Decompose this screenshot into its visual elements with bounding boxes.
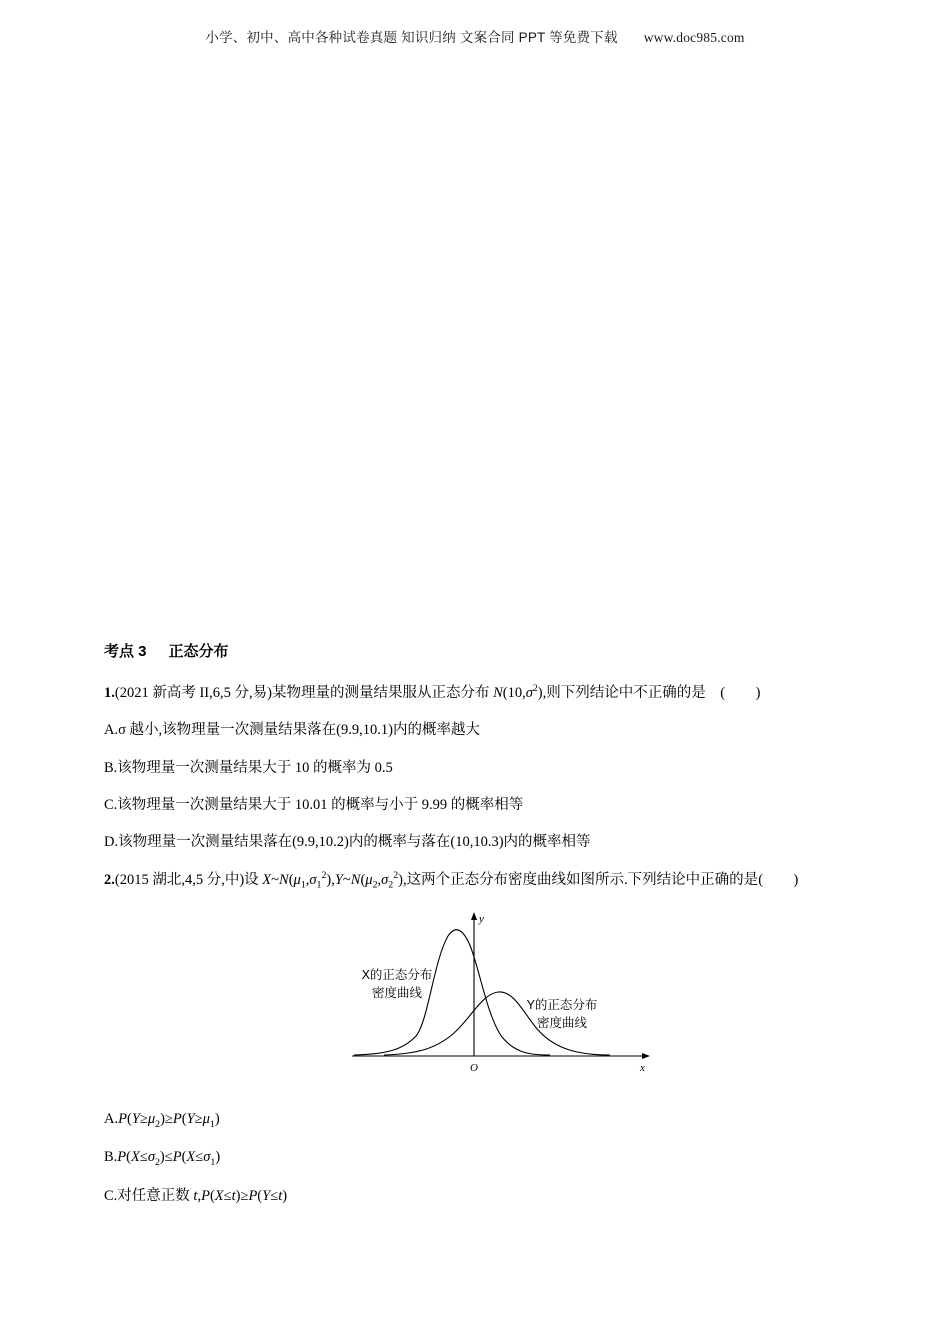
x-axis-arrow xyxy=(642,1053,650,1059)
y-axis-label: y xyxy=(479,912,484,925)
figure-svg xyxy=(324,908,664,1088)
figure-label-curve-y: Y的正态分布 密度曲线 xyxy=(526,997,598,1030)
question-1-option-b: B.该物理量一次测量结果大于 10 的概率为 0.5 xyxy=(104,759,393,776)
question-1-answer-paren: ( ) xyxy=(720,684,761,701)
x-axis-label: x xyxy=(640,1061,645,1074)
question-2-number: 2. xyxy=(104,871,115,888)
question-1-text-a: 某物理量的测量结果服从正态分布 xyxy=(271,684,494,701)
section-label: 考点 3 xyxy=(104,643,147,660)
normal-distribution-figure xyxy=(104,908,864,1098)
question-1-option-a: A.σ 越小,该物理量一次测量结果落在(9.9,10.1)内的概率越大 xyxy=(104,722,480,739)
question-1-formula: N xyxy=(493,684,503,701)
question-2-option-b: $B.P(X\le\sigma_2)\le P(X\le\sigma_1)$ xyxy=(104,1149,221,1169)
document-content xyxy=(104,640,864,1222)
question-2: 2.(2015 湖北,4,5 分,中)设 $X\sim N(\mu_1,\sigma_1^2),Y\sim N(\mu_2,\sigma_2^2)$,这两个正态分布密度曲线如图所示.下列结论中正确的是( ) xyxy=(104,870,799,891)
question-1-source: (2021 新高考 II,6,5 分,易) xyxy=(114,684,272,701)
question-1-option-d: D.该物理量一次测量结果落在(9.9,10.2)内的概率与落在(10,10.3)内的概率相等 xyxy=(104,833,591,850)
section-title-text: 正态分布 xyxy=(168,643,229,660)
question-2-option-a: $A.P(Y\ge\mu_2)\ge P(Y\ge\mu_1)$ xyxy=(104,1110,220,1130)
question-1: 1.(2021 新高考 II,6,5 分,易)某物理量的测量结果服从正态分布 $N(10,\sigma^2)$,则下列结论中不正确的是 ( ) xyxy=(104,683,761,701)
curve-y-normal xyxy=(384,992,610,1055)
origin-label: O xyxy=(470,1061,478,1074)
question-2-source: (2015 湖北,4,5 分,中) xyxy=(114,871,245,888)
question-1-number: 1. xyxy=(104,684,115,701)
section-heading xyxy=(104,640,864,661)
question-2-option-c: C.对任意正数 t,P(X≤t)≥P(Y≤t) xyxy=(104,1188,288,1205)
page-header xyxy=(0,26,950,46)
curve-x-normal xyxy=(354,930,550,1055)
question-2-answer-paren: ( ) xyxy=(758,871,799,888)
question-1-text-b: ,则下列结论中不正确的是 xyxy=(542,684,706,701)
y-axis-arrow xyxy=(471,912,477,920)
header-site-url: www.doc985.com xyxy=(643,30,745,45)
header-left-text: 小学、初中、高中各种试卷真题 知识归纳 文案合同 PPT 等免费下载 xyxy=(205,30,618,45)
figure-label-curve-x: X的正态分布 密度曲线 xyxy=(361,967,433,1000)
question-1-option-c: C.该物理量一次测量结果大于 10.01 的概率与小于 9.99 的概率相等 xyxy=(104,796,524,813)
